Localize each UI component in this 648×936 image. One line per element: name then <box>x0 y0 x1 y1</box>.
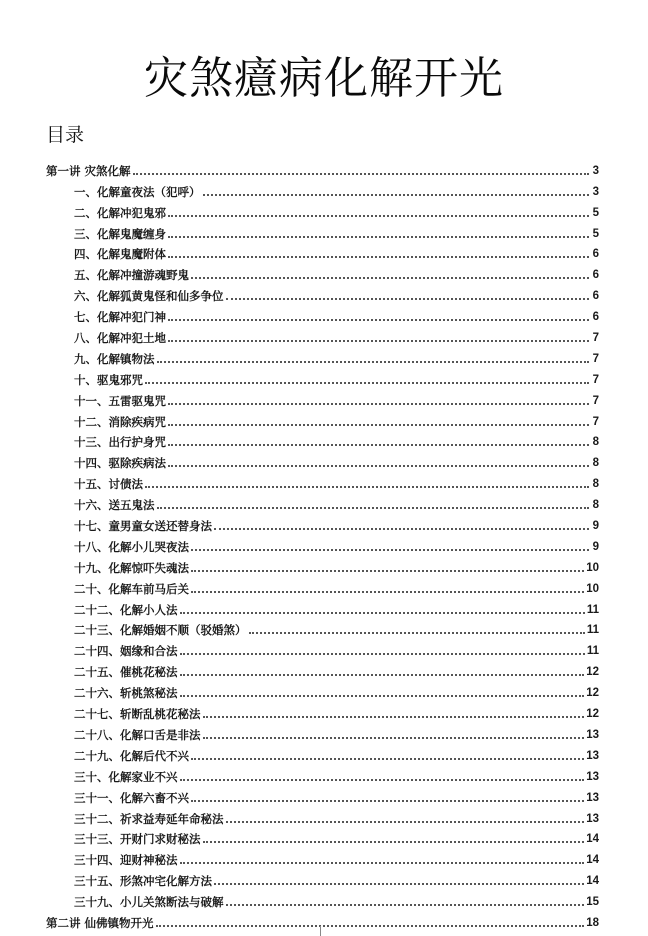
dot-leader <box>168 319 589 321</box>
dot-leader <box>145 382 589 384</box>
toc-entry-label: 三十一、化解六畜不兴 <box>74 790 189 805</box>
toc-page-number: 7 <box>592 352 599 365</box>
toc-entry-label: 二十、化解车前马后关 <box>74 581 189 596</box>
toc-page-number: 13 <box>586 791 599 804</box>
toc-entry-label: 六、化解狐黄鬼怪和仙多争位 <box>74 289 224 304</box>
toc-entry-label: 四、化解鬼魔附体 <box>74 247 166 262</box>
toc-page-number: 6 <box>592 290 599 303</box>
toc-section-entry[interactable] <box>46 241 599 262</box>
toc-entry-label: 三十三、开财门求财秘法 <box>74 832 201 847</box>
toc-page-number: 11 <box>586 645 599 658</box>
toc-page-number: 12 <box>586 708 599 721</box>
toc-section-entry[interactable] <box>46 324 599 345</box>
toc-entry-label: 二十八、化解口舌是非法 <box>74 727 201 742</box>
toc-entry-label: 九、化解镇物法 <box>74 351 155 366</box>
toc-page-number: 14 <box>586 833 599 846</box>
toc-section-entry[interactable] <box>46 846 599 867</box>
toc-section-entry[interactable] <box>46 575 599 596</box>
dot-leader <box>226 904 585 906</box>
toc-page-number: 8 <box>592 436 599 449</box>
toc-entry-label: 二十七、斩断乱桃花秘法 <box>74 707 201 722</box>
toc-page-number: 12 <box>586 666 599 679</box>
toc-section-entry[interactable] <box>46 199 599 220</box>
toc-section-entry[interactable] <box>46 345 599 366</box>
toc-section-entry[interactable] <box>46 282 599 303</box>
toc-entry-label: 十、驱鬼邪咒 <box>74 372 143 387</box>
toc-page-number: 7 <box>592 394 599 407</box>
toc-page-number: 11 <box>586 624 599 637</box>
toc-page-number: 7 <box>592 415 599 428</box>
toc-page-number: 5 <box>592 206 599 219</box>
toc-chapter-entry[interactable] <box>46 157 599 178</box>
toc-page-number: 3 <box>592 164 599 177</box>
toc-section-entry[interactable] <box>46 888 599 909</box>
toc-section-entry[interactable] <box>46 805 599 826</box>
toc-entry-label: 八、化解冲犯土地 <box>74 331 166 346</box>
toc-heading: 目录 <box>46 124 85 146</box>
dot-leader <box>156 925 585 927</box>
toc-section-entry[interactable] <box>46 491 599 512</box>
toc-page-number: 5 <box>592 227 599 240</box>
toc-section-entry[interactable] <box>46 742 599 763</box>
toc-page-number: 11 <box>586 603 599 616</box>
toc-section-entry[interactable] <box>46 596 599 617</box>
toc-page-number: 14 <box>586 854 599 867</box>
toc-section-entry[interactable] <box>46 429 599 450</box>
dot-leader <box>226 298 590 300</box>
toc-section-entry[interactable] <box>46 512 599 533</box>
dot-leader <box>168 236 589 238</box>
toc-page-number: 9 <box>592 540 599 553</box>
dot-leader <box>191 277 589 279</box>
toc-entry-label: 十九、化解惊吓失魂法 <box>74 560 189 575</box>
toc-section-entry[interactable] <box>46 408 599 429</box>
toc-entry-label: 三十、化解家业不兴 <box>74 769 178 784</box>
dot-leader <box>191 758 584 760</box>
dot-leader <box>133 173 589 175</box>
toc-section-entry[interactable] <box>46 178 599 199</box>
dot-leader <box>145 486 589 488</box>
dot-leader <box>214 528 589 530</box>
toc-section-entry[interactable] <box>46 637 599 658</box>
toc-entry-label: 三十五、形煞冲宅化解方法 <box>74 874 212 889</box>
toc-entry-label: 二十三、化解婚姻不顺（驳婚煞） <box>74 623 247 638</box>
dot-leader <box>168 444 589 446</box>
toc-entry-label: 十一、五雷驱鬼咒 <box>74 393 166 408</box>
dot-leader <box>168 340 589 342</box>
toc-page-number: 7 <box>592 373 599 386</box>
toc-entry-label: 十四、驱除疾病法 <box>74 456 166 471</box>
dot-leader <box>168 403 589 405</box>
toc-entry-label: 二十四、姻缘和合法 <box>74 644 178 659</box>
toc-entry-label: 二十五、催桃花秘法 <box>74 665 178 680</box>
dot-leader <box>180 862 585 864</box>
toc-page-number: 13 <box>586 728 599 741</box>
dot-leader <box>157 361 590 363</box>
toc-page-number: 13 <box>586 749 599 762</box>
toc-page-number: 8 <box>592 457 599 470</box>
toc-chapter-entry[interactable] <box>46 909 599 930</box>
toc-page-number: 6 <box>592 248 599 261</box>
toc-section-entry[interactable] <box>46 470 599 491</box>
dot-leader <box>180 779 585 781</box>
toc-entry-label: 十二、消除疾病咒 <box>74 414 166 429</box>
toc-section-entry[interactable] <box>46 617 599 638</box>
dot-leader <box>180 653 585 655</box>
toc-entry-label: 二、化解冲犯鬼邪 <box>74 205 166 220</box>
dot-leader <box>168 424 589 426</box>
toc-section-entry[interactable] <box>46 366 599 387</box>
dot-leader <box>226 821 585 823</box>
toc-page-number: 8 <box>592 478 599 491</box>
dot-leader <box>180 612 585 614</box>
toc-entry-label: 三十九、小儿关煞断法与破解 <box>74 895 224 910</box>
toc-entry-label: 二十二、化解小人法 <box>74 602 178 617</box>
toc-page-number: 13 <box>586 812 599 825</box>
toc-section-entry[interactable] <box>46 533 599 554</box>
toc-page-number: 10 <box>586 561 599 574</box>
toc-section-entry[interactable] <box>46 261 599 282</box>
toc-page-number: 6 <box>592 311 599 324</box>
dot-leader <box>191 549 589 551</box>
toc-entry-label: 第二讲 仙佛镇物开光 <box>46 915 154 930</box>
toc-section-entry[interactable] <box>46 449 599 470</box>
toc-page-number: 8 <box>592 499 599 512</box>
toc-section-entry[interactable] <box>46 658 599 679</box>
toc-entry-label: 十三、出行护身咒 <box>74 435 166 450</box>
dot-leader <box>191 591 584 593</box>
dot-leader <box>168 215 589 217</box>
page-marker <box>320 926 321 936</box>
toc-section-entry[interactable] <box>46 721 599 742</box>
toc-section-entry[interactable] <box>46 700 599 721</box>
toc-section-entry[interactable] <box>46 554 599 575</box>
toc-section-entry[interactable] <box>46 763 599 784</box>
toc-entry-label: 二十九、化解后代不兴 <box>74 748 189 763</box>
dot-leader <box>191 800 584 802</box>
toc-page-number: 14 <box>586 875 599 888</box>
toc-page-number: 15 <box>586 896 599 909</box>
toc-section-entry[interactable] <box>46 679 599 700</box>
dot-leader <box>203 737 585 739</box>
dot-leader <box>157 507 590 509</box>
dot-leader <box>203 716 585 718</box>
toc-page-number: 10 <box>586 582 599 595</box>
toc-entry-label: 十六、送五鬼法 <box>74 498 155 513</box>
dot-leader <box>214 883 584 885</box>
toc-section-entry[interactable] <box>46 303 599 324</box>
dot-leader <box>180 695 585 697</box>
toc-entry-label: 十八、化解小儿哭夜法 <box>74 539 189 554</box>
dot-leader <box>180 674 585 676</box>
toc-entry-label: 五、化解冲撞游魂野鬼 <box>74 268 189 283</box>
toc-page-number: 12 <box>586 687 599 700</box>
toc-section-entry[interactable] <box>46 387 599 408</box>
toc-section-entry[interactable] <box>46 867 599 888</box>
dot-leader <box>191 570 584 572</box>
toc-entry-label: 一、化解童夜法（犯呼） <box>74 184 201 199</box>
toc-page-number: 7 <box>592 332 599 345</box>
toc-entry-label: 十五、讨债法 <box>74 477 143 492</box>
dot-leader <box>203 841 585 843</box>
toc-entry-label: 十七、童男童女送还替身法 <box>74 519 212 534</box>
toc-page-number: 3 <box>592 185 599 198</box>
toc-page-number: 9 <box>592 520 599 533</box>
toc-section-entry[interactable] <box>46 784 599 805</box>
toc-page-number: 18 <box>586 916 599 929</box>
toc-section-entry[interactable] <box>46 220 599 241</box>
toc-page-number: 13 <box>586 770 599 783</box>
dot-leader <box>249 632 585 634</box>
toc-entry-label: 第一讲 灾煞化解 <box>46 163 131 178</box>
toc-entry-label: 三十四、迎财神秘法 <box>74 853 178 868</box>
toc-page-number: 6 <box>592 269 599 282</box>
document-title: 灾煞癔病化解开光 <box>144 53 504 105</box>
toc-entry-label: 二十六、斩桃煞秘法 <box>74 686 178 701</box>
toc-section-entry[interactable] <box>46 826 599 847</box>
dot-leader <box>168 465 589 467</box>
dot-leader <box>168 256 589 258</box>
dot-leader <box>203 194 590 196</box>
toc-entry-label: 三十二、祈求益寿延年命秘法 <box>74 811 224 826</box>
toc-entry-label: 三、化解鬼魔缠身 <box>74 226 166 241</box>
toc-entry-label: 七、化解冲犯门神 <box>74 310 166 325</box>
table-of-contents <box>46 157 599 930</box>
